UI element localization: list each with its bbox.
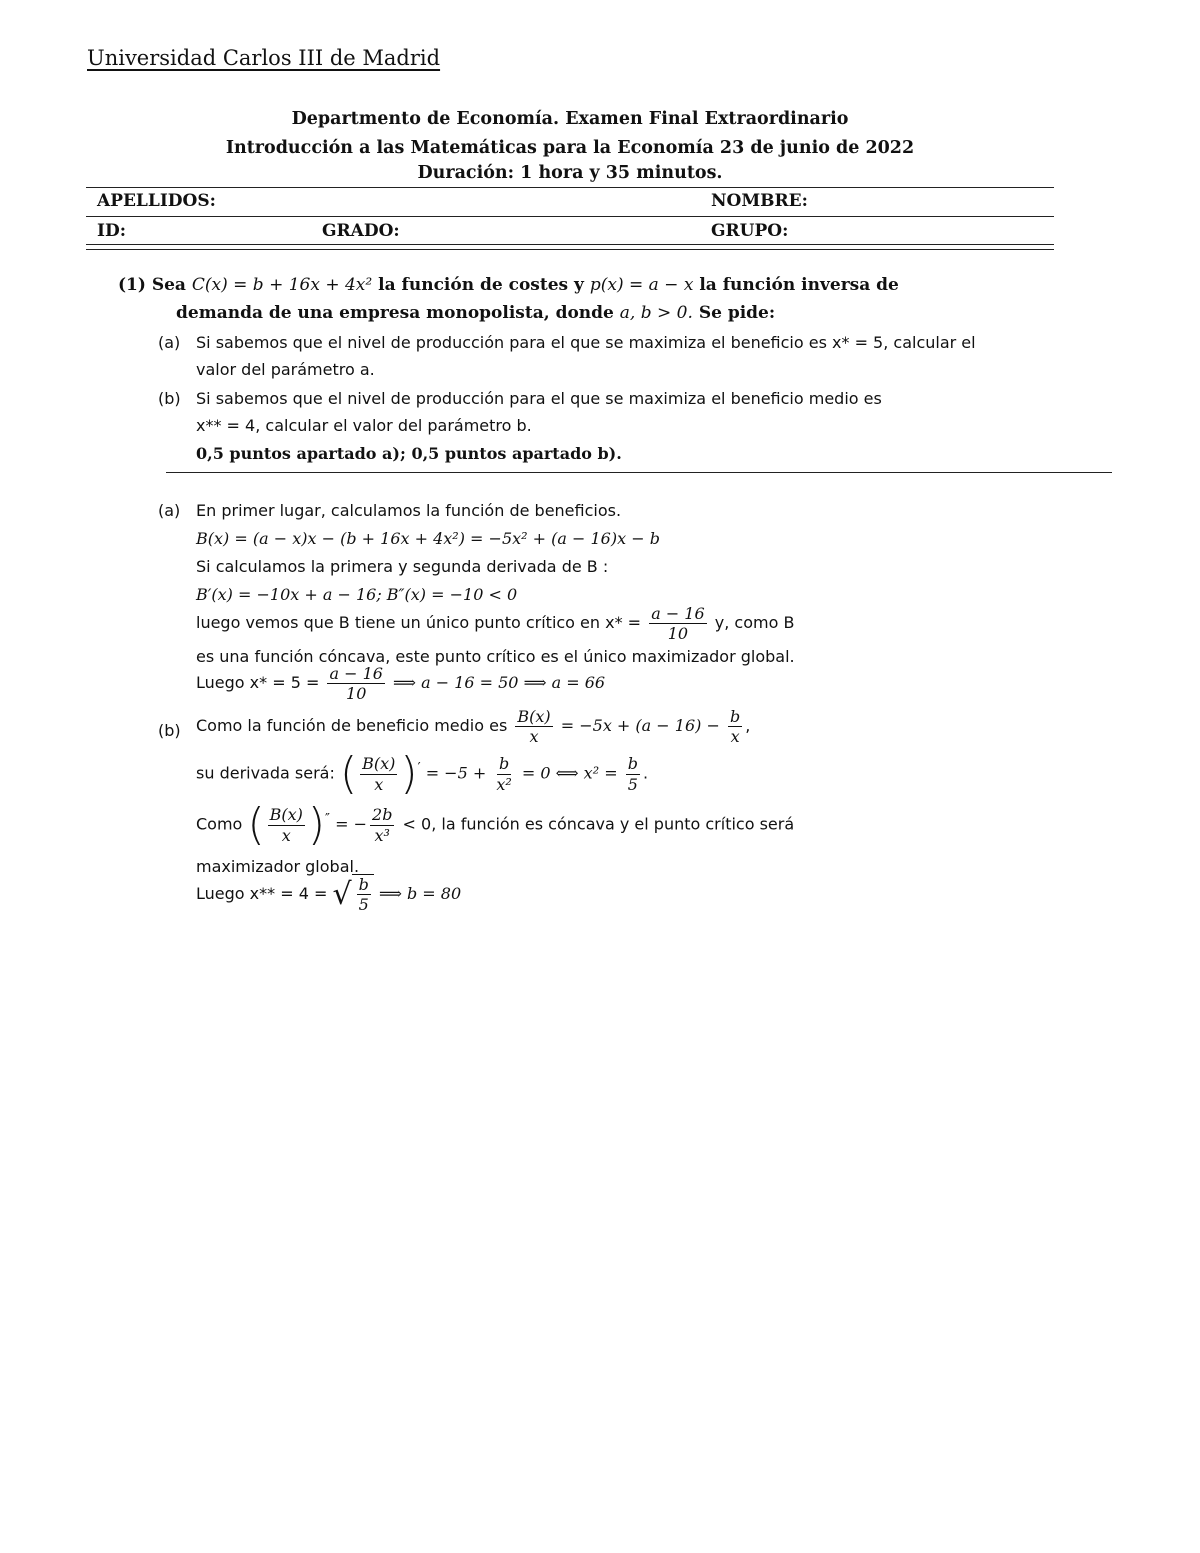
a7-post: ⟹ a − 16 = 50 ⟹ a = 66: [393, 673, 606, 693]
part-a-line-1: Si sabemos que el nivel de producción para el que se maximiza el beneficio es x* = 5, calcular el: [196, 333, 976, 352]
denominator: x: [529, 727, 539, 747]
average-profit-line: [196, 707, 750, 746]
exam-header-line-1: Departmento de Economía. Examen Final Extraordinario: [291, 109, 849, 129]
2b-over-x3-fraction: [370, 805, 394, 844]
q-text: la función inversa de: [699, 275, 899, 295]
sqrt-fraction: [357, 875, 371, 914]
paren-open: (: [339, 748, 358, 799]
id-label: ID:: [97, 221, 126, 241]
b2-mid2: = 0 ⟺ x² =: [521, 763, 618, 783]
solution-a-line-1: En primer lugar, calculamos la función de beneficios.: [196, 501, 622, 520]
solution-a-line-6: es una función cóncava, este punto crítico es el único maximizador global.: [196, 647, 795, 666]
q-text: demanda de una empresa monopolista, donde: [176, 303, 614, 323]
q-text: la función de costes y: [378, 275, 584, 295]
denominator: 10: [667, 624, 689, 644]
denominator: x: [281, 825, 291, 845]
q-text: Sea: [151, 275, 186, 295]
numerator: b: [358, 875, 369, 894]
grado-label: GRADO:: [322, 221, 400, 241]
part-b-line-2: x** = 4, calcular el valor del parámetro b.: [196, 416, 532, 435]
university-title: Universidad Carlos III de Madrid: [87, 46, 441, 70]
b-over-5-fraction: [626, 754, 640, 793]
cost-function: C(x) = b + 16x + 4x²: [191, 275, 373, 295]
paren-open: (: [247, 799, 265, 850]
numerator: B(x): [517, 707, 551, 726]
sqrt-sign: √: [332, 877, 352, 913]
numerator: a − 16: [651, 604, 705, 623]
ratio-fraction: [268, 805, 305, 844]
a5-post: y, como B: [714, 613, 795, 633]
numerator: B(x): [362, 754, 396, 774]
solution-b-result-line: [196, 874, 461, 914]
question-number: (1): [118, 275, 146, 295]
b3-pre: Como: [196, 814, 243, 834]
b-over-x-fraction: [728, 707, 742, 746]
derivatives: B′(x) = −10x + a − 16; B″(x) = −10 < 0: [196, 585, 518, 604]
part-b-line-1: Si sabemos que el nivel de producción para el que se maximiza el beneficio medio es: [196, 389, 882, 408]
b2-pre: su derivada será:: [196, 763, 335, 783]
critical-point-line: [196, 604, 794, 643]
second-derivative-line: [196, 799, 795, 850]
part-a-label: (a): [158, 333, 181, 352]
solution-a-line-3: Si calculamos la primera y segunda derivada de B :: [196, 557, 609, 576]
a7-pre: Luego x* = 5 =: [196, 673, 320, 693]
denominator: x: [374, 774, 384, 794]
solution-a-result-line: [196, 664, 605, 703]
a5-pre: luego vemos que B tiene un único punto crítico en x* =: [196, 613, 642, 633]
exam-duration: Duración: 1 hora y 35 minutos.: [417, 163, 723, 183]
numerator: B(x): [269, 805, 303, 825]
b-over-x2-fraction: [494, 754, 513, 793]
average-profit-fraction: [515, 707, 552, 746]
denominator: 5: [627, 774, 638, 794]
solution-b-line-4: maximizador global.: [196, 857, 360, 876]
question-statement-line-1: [118, 275, 899, 295]
numerator: b: [627, 754, 638, 774]
b3-post: < 0, la función es cóncava y el punto crítico será: [402, 814, 795, 834]
b5-pre: Luego x** = 4 =: [196, 884, 328, 904]
denominator: x³: [374, 825, 390, 845]
double-prime: ″: [325, 812, 331, 828]
nombre-label: NOMBRE:: [711, 191, 808, 211]
solution-b-label: (b): [158, 721, 181, 740]
ratio-fraction: [360, 754, 397, 793]
b3-mid: = −: [335, 814, 368, 834]
numerator: b: [729, 707, 741, 726]
question-divider: [166, 472, 1112, 473]
part-a-line-2: valor del parámetro a.: [196, 360, 375, 379]
b1-mid: = −5x + (a − 16) −: [560, 716, 720, 736]
denominator: x: [730, 727, 740, 747]
paren-close: ): [307, 799, 326, 850]
b1-pre: Como la función de beneficio medio es: [196, 716, 508, 736]
b5-post: ⟹ b = 80: [378, 884, 462, 904]
critical-point-fraction: [649, 604, 706, 643]
paren-close: ): [400, 748, 418, 799]
form-rule-top: [86, 187, 1054, 188]
part-b-label: (b): [158, 389, 181, 408]
parameter-condition: a, b > 0.: [619, 303, 693, 323]
form-rule-middle: [86, 216, 1054, 217]
b1-post: ,: [745, 716, 751, 736]
question-statement-line-2: [176, 303, 775, 323]
q-text: Se pide:: [698, 303, 776, 323]
denominator: 10: [346, 684, 367, 704]
numerator: b: [498, 754, 510, 774]
denominator: x²: [496, 774, 512, 794]
form-rule-bottom-1: [86, 244, 1054, 245]
denominator: 5: [358, 895, 369, 915]
b2-mid: = −5 +: [425, 763, 487, 783]
b2-post: .: [642, 763, 649, 783]
exam-header-line-2: Introducción a las Matemáticas para la Economía 23 de junio de 2022: [225, 138, 915, 158]
result-fraction: [327, 664, 384, 703]
points-allocation: 0,5 puntos apartado a); 0,5 puntos apartado b).: [196, 444, 622, 463]
numerator: 2b: [372, 805, 393, 825]
form-rule-bottom-2: [86, 249, 1054, 250]
solution-a-label: (a): [158, 501, 181, 520]
apellidos-label: APELLIDOS:: [97, 191, 216, 211]
first-derivative-line: [196, 748, 649, 799]
profit-function: B(x) = (a − x)x − (b + 16x + 4x²) = −5x² + (a − 16)x − b: [196, 529, 660, 548]
demand-function: p(x) = a − x: [589, 275, 694, 295]
numerator: a − 16: [329, 664, 383, 683]
grupo-label: GRUPO:: [711, 221, 789, 241]
prime: ′: [417, 761, 421, 777]
